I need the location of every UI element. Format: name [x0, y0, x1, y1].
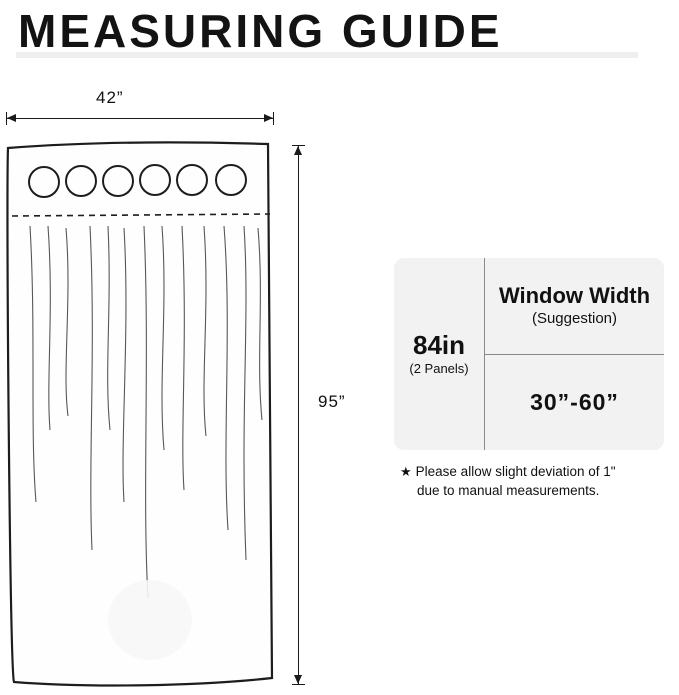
width-measurement-label: 42”: [96, 88, 124, 107]
window-width-range: 30”-60”: [530, 389, 619, 415]
specification-table: [394, 258, 664, 450]
window-width-subheading: (Suggestion): [531, 310, 618, 327]
curtain-shading: [108, 580, 192, 660]
window-width-header-cell: [485, 258, 664, 354]
panel-size-value: 84in: [412, 330, 466, 360]
window-width-heading: Window Width: [498, 283, 651, 308]
arrow-down-icon: [294, 675, 302, 684]
width-tick-right: [273, 112, 274, 125]
arrow-right-icon: [264, 114, 273, 122]
arrow-up-icon: [294, 146, 302, 155]
window-width-value-cell: [485, 355, 664, 450]
deviation-note-line2: due to manual measurements.: [417, 483, 600, 498]
deviation-note: [400, 462, 670, 500]
deviation-note-line1: Please allow slight deviation of 1": [415, 464, 616, 479]
star-icon: ★: [400, 464, 412, 479]
arrow-left-icon: [7, 114, 16, 122]
height-measurement-label: 95”: [318, 392, 346, 411]
width-dimension-line: [6, 112, 274, 126]
height-dimension-rule: [298, 145, 299, 685]
page-title: MEASURING GUIDE: [18, 5, 503, 57]
curtain-panel-illustration: [0, 130, 290, 690]
panel-size-cell: [394, 258, 484, 450]
height-tick-bottom: [292, 684, 305, 685]
width-dimension-rule: [6, 118, 274, 119]
panel-count-label: (2 Panels): [409, 361, 469, 376]
height-dimension-line: [292, 145, 306, 685]
